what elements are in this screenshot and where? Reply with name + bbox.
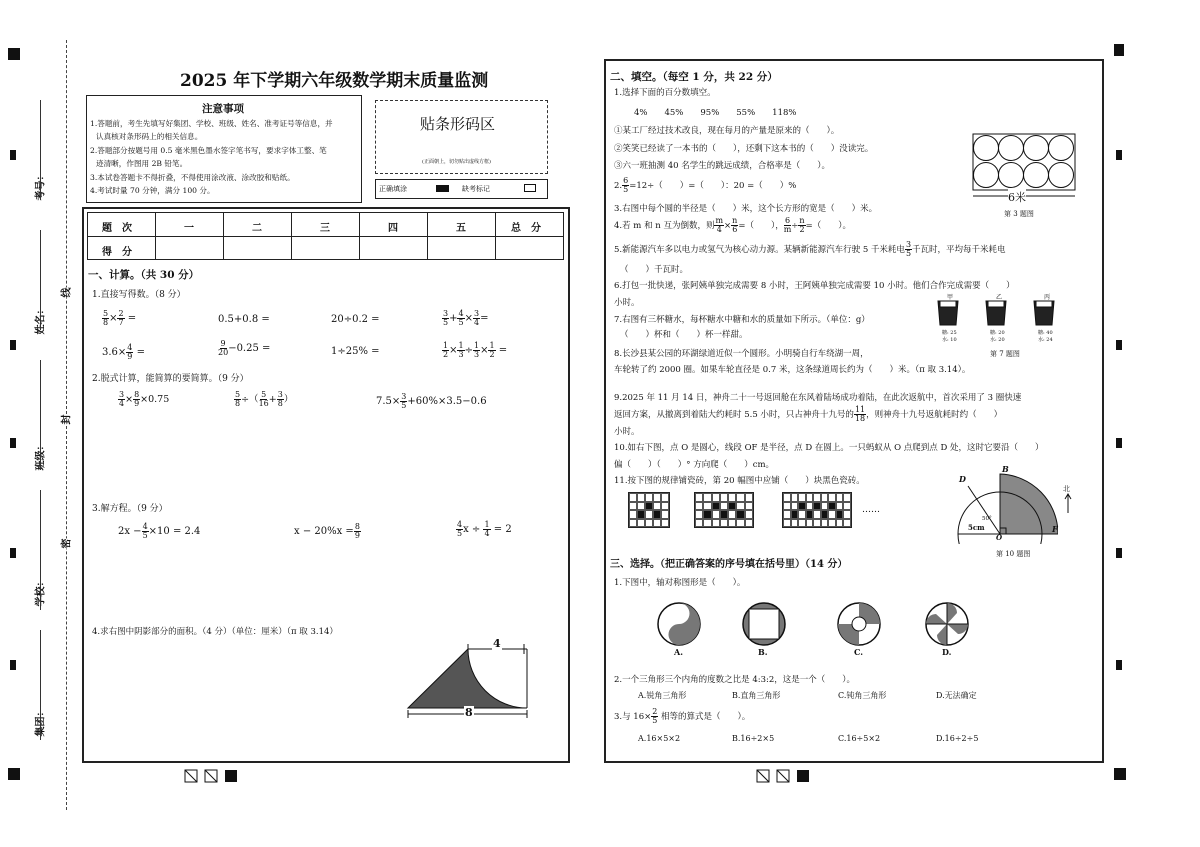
fill-q5: 5.新能源汽车多以电力或氢气为核心动力源。某辆新能源汽车行驶 5 千米耗电 $\frac{3}{5}$ 千瓦时，平均每千米耗电 [614,240,1006,258]
side-label-name: 姓名： [35,304,47,335]
north-arrow-icon [1064,493,1072,513]
tile-pattern-3 [782,492,852,528]
timing-mark [10,150,16,160]
score-col-label: 二 [252,223,262,234]
calc-c1: $\frac{3}{4}$ × $\frac{8}{9}$ ×0.75 [119,390,170,408]
cup-label: 甲 [947,294,954,301]
timing-mark [10,340,16,350]
option-c-pinwheel [836,601,882,647]
cut-line [66,40,67,810]
q4-title: 4.求右图中阴影部分的面积。（4 分）（单位：厘米）（π 取 3.14） [92,627,338,637]
calc-a2: 0.5+0.8 = [218,314,270,325]
north-label: 北 [1063,485,1070,493]
absent-mark-box[interactable] [524,184,536,192]
choice-q2-opt: A.锐角三角形 [638,691,687,700]
choice-q3-opt: C.16÷5×2 [838,734,881,743]
eq-2: x − 20%x = $\frac{8}{9}$ [294,522,360,540]
fill-q1-2: ②笑笑已经读了一本书的（ ），还剩下这本书的（ ）没读完。 [614,144,874,154]
note-line: 4.考试时量 70 分钟，满分 100 分。 [90,186,215,195]
percent-options: 4% 45% 95% 55% 118% [634,108,797,118]
score-table [87,212,564,260]
barcode-hint: (正面朝上，切勿贴出虚线方框) [422,159,491,165]
fill-q7: 7.右图有三杯糖水，每杯糖水中糖和水的质量如下所示。（单位：g） [614,315,870,325]
calc-a3: 20÷0.2 = [331,314,380,325]
dim-bottom-8: 8 [465,706,473,719]
left-answer-panel [82,207,570,763]
cup-sugar: 糖: 25 [942,330,957,336]
section2-title: 二、填空。（每空 1 分，共 22 分） [610,71,778,83]
fill-q6-cont: 小时。 [614,298,640,308]
choice-q3-opt: B.16÷2×5 [732,734,775,743]
eq-3: $\frac{4}{5}$ x ÷ $\frac{1}{4}$ = 2 [457,520,512,538]
fill-q4: 4.若 m 和 n 互为倒数，则 $\frac{m}{4}$ × $\frac{n}{6}$ =（ ）， $\frac{6}{m}$ ÷ $\frac{n}{2}$ =（ ）。 [614,216,851,234]
score-col-label: 四 [388,223,398,234]
side-label-class: 班级： [35,440,47,471]
cup-water: 水: 24 [1038,337,1053,343]
fill-q1: 1.选择下面的百分数填空。 [614,88,716,98]
right-answer-panel [604,59,1104,763]
fill-q7-cont: （ ）杯和（ ）杯一样甜。 [620,330,748,340]
notes-box [86,95,362,203]
side-underline [40,360,41,470]
choice-q3-opt: A.16×5×2 [638,734,681,743]
side-underline [40,630,41,740]
fig10-label-O: O [996,533,1003,542]
tile-continue-dots: …… [862,505,880,515]
sugar-water-cups [936,299,1066,329]
score-col-label: 总 分 [511,223,541,234]
eq-1: 2x − $\frac{4}{5}$ ×10 = 2.4 [118,522,201,540]
choice-q2-opt: D.无法确定 [936,691,977,700]
exam-title: 2025 年下学期六年级数学期末质量监测 [180,71,489,91]
fill-q9: 9.2025 年 11 月 14 日，神舟二十一号返回舱在东风着陆场成功着陆，在此次返航中，首次采用了 3 圈快速 [614,393,1022,403]
option-label: C. [854,647,864,657]
calc-c2: $\frac{5}{8}$ ÷（ $\frac{5}{16}$ + $\frac{3}{8}$ ） [235,390,294,408]
note-line: 2.答题部分按题号用 0.5 毫米黑色墨水签字笔书写，要求字体工整、笔 [90,146,327,155]
fill-legend [375,179,548,199]
cup-sugar: 糖: 20 [990,330,1005,336]
corner-mark [8,768,20,780]
fig10-caption: 第 10 题图 [996,550,1031,558]
option-d-fan [924,601,970,647]
fill-q9-end: 小时。 [614,427,640,437]
timing-mark [1116,340,1122,350]
fig3-dim: 6米 [1008,191,1026,204]
side-label-exam-no: 考号： [35,170,47,201]
corner-mark [1114,44,1124,56]
cut-label: 封 [58,415,73,425]
score-col-label: 三 [320,223,330,234]
cup-sugar: 糖: 40 [1038,330,1053,336]
fig10-label-F: F [1052,524,1058,534]
timing-mark [10,548,16,558]
tile-pattern-1 [628,492,670,528]
side-underline [40,490,41,610]
fig7-caption: 第 7 题图 [990,350,1020,358]
fill-q10: 10.如右下图，点 O 是圆心，线段 OF 是半径，点 D 在圆上。一只蚂蚁从 O 点爬到点 D 处，这时它要沿（ ） [614,443,1044,453]
option-b-square-in-circle [741,601,787,647]
cup-water: 水: 10 [942,337,957,343]
fill-q2: 2. $\frac{6}{5}$ =12÷（ ）=（ ）：20 =（ ）% [614,176,797,194]
cup-label: 丙 [1044,294,1051,301]
cup-water: 水: 20 [990,337,1005,343]
fill-q8-cont: 车轮转了约 2000 圈。如果车轮直径是 0.7 米，这条绿道周长约为（ ）米。（π 取 3.14）。 [614,365,971,375]
cup-label: 乙 [996,294,1003,301]
section3-title: 三、选择。（把正确答案的序号填在括号里）（14 分） [610,559,848,570]
choice-q2: 2.一个三角形三个内角的度数之比是 4:3:2，这是一个（ ）。 [614,675,856,685]
fill-q10-cont: 偏（ ）（ ）° 方向爬（ ）cm。 [614,460,775,470]
calc-a4: $\frac{3}{5}$ + $\frac{4}{5}$ × $\frac{3}{4}$ = [443,309,489,327]
calc-a1: $\frac{5}{8}$ × $\frac{2}{7}$ = [103,309,137,327]
cut-label: 线 [58,288,73,298]
barcode-area [375,100,548,174]
q3-title: 3.解方程。（9 分） [92,504,168,514]
choice-q3: 3.与 16× $\frac{2}{5}$ 相等的算式是（ ）。 [614,707,751,725]
fig10-label-D: D [959,474,966,484]
section1-title: 一、计算。（共 30 分） [88,269,200,281]
fill-q8: 8.长沙县某公园的环湖绿道近似一个圆形。小明骑自行车绕湖一周， [614,349,869,359]
fill-q9-cont: 返回方案，从撤离到着陆大约耗时 5.5 小时，只占神舟十九号的 $\frac{11}{18}$ ，则神舟十九号返航耗时约（ ） [614,405,1003,423]
correct-fill-label: 正确填涂 [379,185,407,193]
score-col-label: 五 [456,223,466,234]
timing-mark [10,660,16,670]
timing-mark [1116,438,1122,448]
calc-c3: 7.5× $\frac{3}{5}$ +60%×3.5−0.6 [376,392,487,410]
choice-q2-opt: B.直角三角形 [732,691,781,700]
choice-q2-opt: C.钝角三角形 [838,691,887,700]
timing-mark [1116,660,1122,670]
fill-q3: 3.右图中每个圆的半径是（ ）米，这个长方形的宽是（ ）米。 [614,204,878,214]
fill-q6: 6.打包一批快递，张阿姨单独完成需要 8 小时，王阿姨单独完成需要 10 小时。他们合作完成需要（ ） [614,281,1015,291]
score-row-label: 得 分 [102,247,132,258]
note-line: 1.答题前，考生先填写好集团、学校、班级、姓名、准考证号等信息，并 [90,119,333,128]
calc-b2: $\frac{9}{20}$ −0.25 = [218,339,271,357]
side-label-school: 学校： [35,576,47,607]
fig3-caption: 第 3 题图 [1004,210,1034,218]
corner-mark [8,48,20,60]
choice-q1: 1.下图中，轴对称图形是（ ）。 [614,578,746,588]
option-label: B. [758,647,768,657]
score-col-label: 一 [184,223,194,234]
tile-pattern-2 [694,492,754,528]
note-line: 3.本试卷答题卡不得折叠，不得使用涂改液、涂改胶和贴纸。 [90,173,295,182]
side-label-group: 集团： [35,706,47,737]
dim-top-4: 4 [493,637,501,650]
score-col-label: 题 次 [102,223,132,234]
correct-fill-sample [436,185,449,192]
side-underline [40,230,41,330]
fill-q11: 11.按下图的规律铺瓷砖，第 20 幅图中应铺（ ）块黑色瓷砖。 [614,476,865,486]
choice-q3-opt: D.16÷2÷5 [936,734,979,743]
note-line: 认真核对条形码上的相关信息。 [96,132,203,141]
timing-mark [1116,548,1122,558]
page-footer-marks [756,769,816,783]
fig10-length: 5cm [968,523,985,532]
fig10-label-B: B [1002,464,1009,474]
fill-q5-cont: （ ）千瓦时。 [620,265,689,275]
calc-b4: $\frac{1}{2}$ × $\frac{1}{3}$ ÷ $\frac{1}{3}$ × $\frac{1}{2}$ = [443,341,508,359]
q2-title: 2.脱式计算，能简算的要简算。（9 分） [92,374,249,384]
corner-mark [1114,768,1126,780]
fill-q1-3: ③六一班抽测 40 名学生的跳远成绩，合格率是（ ）。 [614,161,830,171]
calc-b1: 3.6× $\frac{4}{9}$ = [102,343,145,361]
q1-title: 1.直接写得数。（8 分） [92,290,186,300]
barcode-label: 贴条形码区 [420,115,496,133]
side-underline [40,100,41,200]
fill-q1-1: ①某工厂经过技术改良，现在每月的产量是原来的（ ）。 [614,126,840,136]
note-line: 迹清晰，作图用 2B 铅笔。 [96,159,188,168]
timing-mark [1116,150,1122,160]
absent-mark-label: 缺考标记 [462,185,490,193]
timing-mark [10,438,16,448]
page-footer-marks [184,769,244,783]
fig10-angle: 50° [982,516,992,522]
option-label: A. [674,647,683,657]
cut-label: 密 [58,539,73,549]
option-label: D. [942,647,952,657]
option-a-yinyang [656,601,702,647]
notes-title: 注意事项 [202,103,244,115]
calc-b3: 1÷25% = [331,346,380,357]
